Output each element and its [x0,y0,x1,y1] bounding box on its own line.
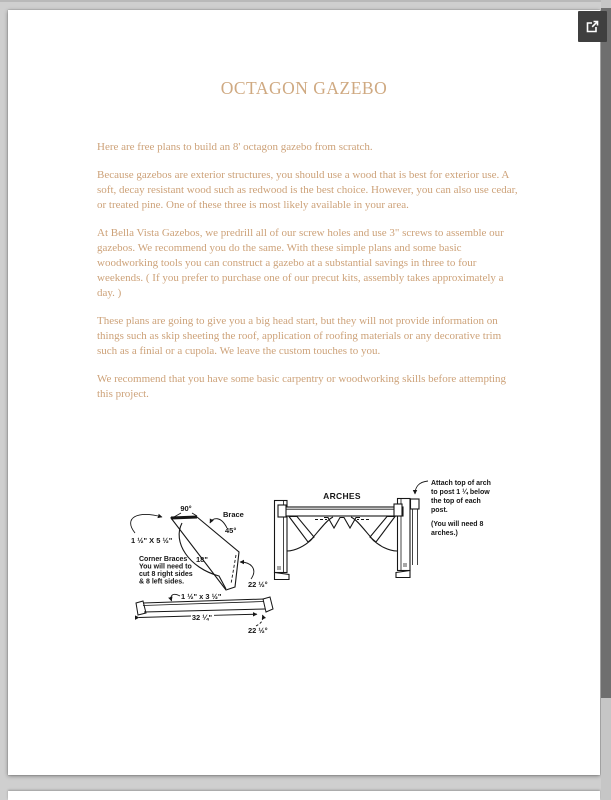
paragraph: These plans are going to give you a big head start, but they will not provide information on things such as skip sheeting the roof, application of roofing materials or any decorative trim such as a finial or a cupola. We leave the custom touches to you. [97,315,502,357]
corner-brace-part-label: Brace [223,510,244,519]
document-page [8,10,600,775]
corner-brace-note-line: cut 8 right sides [139,571,193,578]
rail-stock-dimension: 1 ½" x 3 ½" [181,592,222,601]
next-page-edge[interactable] [8,791,600,800]
page-title: OCTAGON GAZEBO [220,78,388,98]
scrollbar-track[interactable] [601,0,611,800]
corner-brace-end-angle-label: 22 ½° [248,580,268,589]
rail-end-angle-label: 22 ½° [248,626,268,635]
document-body [8,140,600,402]
corner-brace-note-line: Corner Braces [139,556,188,563]
paragraph: We recommend that you have some basic carpentry or woodworking skills before attempting this project. [97,373,507,400]
paragraph: Because gazebos are exterior structures, you should use a wood that is best for exterior use. A soft, decay resistant wood such as redwood is the best choice. However, you can also use cedar, or treated pine. One of these three is most likely available in your area. [97,169,518,211]
popout-button[interactable] [578,11,607,42]
paragraph: At Bella Vista Gazebos, we predrill all of our screw holes and use 3" screws to assemble our gazebos. We recommend you do the same. With these simple plans and some basic woodworking tools you can construct a gazebo at a substantial savings in three to four weekends. ( If you prefer to purchase one of our precut kits, assembly takes approximately a day. ) [97,227,504,299]
corner-brace-stock-dimension: 1 ½" X 5 ½" [131,536,173,545]
arches-attach-note-line: the top of each [431,498,481,505]
scrollbar-thumb[interactable] [601,8,611,698]
corner-brace-length-label: 18" [196,555,208,564]
arches-attach-note-line: to post 1 ¼ below [431,489,490,496]
rail-length-label: 32 ¼" [191,613,213,622]
arches-quantity-note-line: (You will need 8 [431,521,484,528]
open-in-new-icon [584,18,601,35]
corner-brace-note-line: & 8 left sides. [139,578,185,586]
arches-quantity-note-line: arches.) [431,530,458,537]
paragraph: Here are free plans to build an 8' octagon gazebo from scratch. [97,141,373,153]
corner-brace-angle-top-label: 90° [180,504,192,513]
arches-attach-note-line: post. [431,507,448,514]
corner-brace-angle-mid-label: 45° [225,526,237,535]
corner-brace-note-line: You will need to [139,563,192,571]
plans-diagram [115,462,560,652]
arches-attach-note-line: Attach top of arch [431,480,491,487]
arches-title: ARCHES [323,491,361,501]
viewer-top-edge [0,0,611,2]
